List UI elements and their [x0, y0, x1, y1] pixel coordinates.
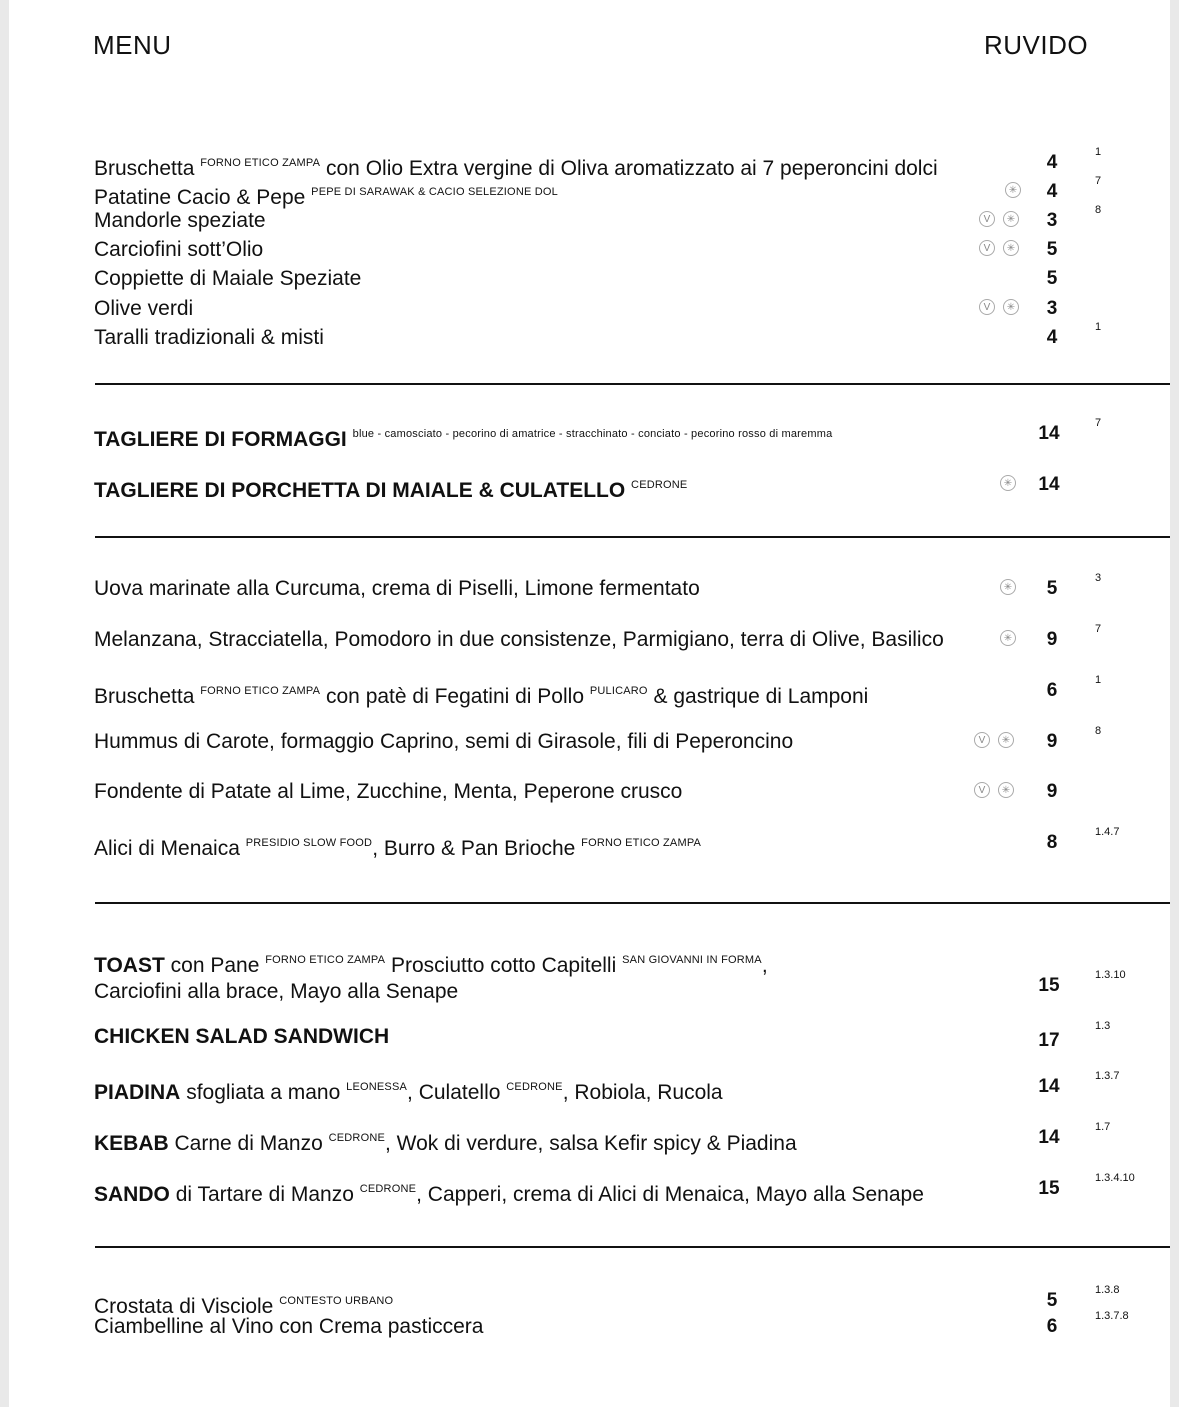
- section-divider: [95, 536, 1170, 538]
- item-price: 15: [1038, 1178, 1060, 1199]
- menu-item: [9, 1020, 1170, 1054]
- item-price: 4: [1046, 152, 1058, 173]
- item-name: Taralli tradizionali & misti: [94, 326, 324, 349]
- item-price: 5: [1046, 1290, 1058, 1311]
- vegan-icon: V: [974, 782, 990, 798]
- item-allergens: 1.3.4.10: [1095, 1172, 1135, 1184]
- item-supplier: FORNO ETICO ZAMPA: [200, 685, 321, 697]
- item-description: , Robiola, Rucola: [562, 1081, 723, 1104]
- menu-item: [9, 826, 1170, 860]
- restaurant-name: RUVIDO: [984, 30, 1089, 60]
- item-name: Bruschetta: [94, 685, 195, 708]
- item-price: 4: [1046, 327, 1058, 348]
- item-description: di Tartare di Manzo: [175, 1183, 354, 1206]
- menu-item: [9, 1070, 1170, 1104]
- item-description: , Capperi, crema di Alici di Menaica, Mayo alla Senape: [416, 1183, 924, 1206]
- item-name: Coppiette di Maiale Speziate: [94, 267, 362, 290]
- gluten-free-icon: ✳: [998, 732, 1014, 748]
- menu-item: [9, 204, 1170, 238]
- item-name: Bruschetta: [94, 157, 195, 180]
- item-description: Carne di Manzo: [174, 1132, 323, 1155]
- item-name: Alici di Menaica: [94, 837, 240, 860]
- item-price: 5: [1046, 578, 1058, 599]
- menu-item: [9, 674, 1170, 708]
- item-supplier: LEONESSA: [346, 1081, 408, 1093]
- item-allergens: 1.3.7.8: [1095, 1310, 1129, 1322]
- menu-item: [9, 175, 1170, 209]
- item-allergens: 3: [1095, 572, 1102, 584]
- item-description: , Burro & Pan Brioche: [372, 837, 576, 860]
- menu-item: [9, 472, 1170, 502]
- gluten-free-icon: ✳: [1000, 475, 1016, 491]
- section-divider: [95, 383, 1170, 385]
- item-allergens: 1.4.7: [1095, 826, 1120, 838]
- item-price: 14: [1038, 474, 1060, 495]
- item-supplier: FORNO ETICO ZAMPA: [265, 954, 386, 966]
- item-price: 14: [1038, 1127, 1060, 1148]
- item-name: TAGLIERE DI PORCHETTA DI MAIALE & CULATELLO: [94, 479, 626, 502]
- item-allergens: 1: [1095, 321, 1102, 333]
- gluten-free-icon: ✳: [1000, 579, 1016, 595]
- item-price: 5: [1046, 268, 1058, 289]
- menu-item: [9, 1121, 1170, 1155]
- item-description: ,: [761, 954, 768, 977]
- item-description: , Wok di verdure, salsa Kefir spicy & Piadina: [385, 1132, 797, 1155]
- item-allergens: 1.3.7: [1095, 1070, 1120, 1082]
- item-price: 3: [1046, 298, 1058, 319]
- item-name: SANDO: [94, 1183, 170, 1206]
- menu-item: [9, 237, 1170, 267]
- item-supplier: FORNO ETICO ZAMPA: [200, 157, 321, 169]
- item-price: 6: [1046, 680, 1058, 701]
- section-divider: [95, 902, 1170, 904]
- item-price: 9: [1046, 731, 1058, 752]
- item-name: TOAST: [94, 954, 165, 977]
- item-allergens: 1: [1095, 146, 1102, 158]
- gluten-free-icon: ✳: [1000, 630, 1016, 646]
- item-allergens: 7: [1095, 175, 1102, 187]
- item-description: & gastrique di Lamponi: [653, 685, 869, 708]
- item-supplier: PRESIDIO SLOW FOOD: [245, 837, 373, 849]
- item-supplier: CEDRONE: [359, 1183, 417, 1195]
- menu-item: [9, 321, 1170, 355]
- item-allergens: 1.7: [1095, 1121, 1111, 1133]
- gluten-free-icon: ✳: [1005, 182, 1021, 198]
- item-description: blue - camosciato - pecorino di amatrice - stracchinato - conciato - pecorino rosso di maremma: [352, 428, 833, 440]
- item-name: KEBAB: [94, 1132, 169, 1155]
- item-supplier: PEPE DI SARAWAK & CACIO SELEZIONE DOL: [311, 186, 558, 198]
- item-supplier: CONTESTO URBANO: [279, 1295, 394, 1307]
- item-allergens: 1: [1095, 674, 1102, 686]
- menu-item: [9, 947, 1170, 1003]
- item-supplier: PULICARO: [589, 685, 648, 697]
- item-name: Crostata di Visciole: [94, 1295, 274, 1318]
- item-name: Olive verdi: [94, 297, 194, 320]
- vegan-icon: V: [979, 299, 995, 315]
- item-description: con Olio Extra vergine di Oliva aromatizzato ai 7 peperoncini dolci: [326, 157, 938, 180]
- menu-item: [9, 296, 1170, 326]
- menu-item: [9, 623, 1170, 657]
- item-name: Hummus di Carote, formaggio Caprino, semi di Girasole, fili di Peperoncino: [94, 730, 794, 753]
- item-price: 14: [1038, 423, 1060, 444]
- item-name: CHICKEN SALAD SANDWICH: [94, 1025, 390, 1048]
- vegan-icon: V: [974, 732, 990, 748]
- item-name: Carciofini sott’Olio: [94, 238, 264, 261]
- item-price: 4: [1046, 181, 1058, 202]
- menu-item: [9, 725, 1170, 759]
- item-price: 8: [1046, 832, 1058, 853]
- gluten-free-icon: ✳: [1003, 211, 1019, 227]
- item-supplier: CEDRONE: [506, 1081, 563, 1093]
- item-description: con patè di Fegatini di Pollo: [326, 685, 584, 708]
- item-allergens: 7: [1095, 417, 1102, 429]
- menu-sheet: [9, 0, 1170, 1407]
- gluten-free-icon: ✳: [1003, 299, 1019, 315]
- item-description-line2: Carciofini alla brace, Mayo alla Senape: [94, 980, 459, 1003]
- menu-item: [9, 146, 1170, 180]
- item-price: 5: [1046, 239, 1058, 260]
- item-allergens: 8: [1095, 725, 1102, 737]
- item-supplier: SAN GIOVANNI IN FORMA: [622, 954, 762, 966]
- item-supplier: CEDRONE: [631, 479, 688, 491]
- item-description: Prosciutto cotto Capitelli: [391, 954, 617, 977]
- item-description: sfogliata a mano: [186, 1081, 341, 1104]
- item-price: 9: [1046, 629, 1058, 650]
- item-name: Mandorle speziate: [94, 209, 266, 232]
- menu-item: [9, 572, 1170, 606]
- item-price: 9: [1046, 781, 1058, 802]
- item-price: 14: [1038, 1076, 1060, 1097]
- item-allergens: 7: [1095, 623, 1102, 635]
- menu-item: [9, 1310, 1170, 1344]
- gluten-free-icon: ✳: [998, 782, 1014, 798]
- item-allergens: 1.3: [1095, 1020, 1111, 1032]
- menu-item: [9, 779, 1170, 809]
- item-price: 15: [1038, 975, 1060, 996]
- vegan-icon: V: [979, 211, 995, 227]
- item-description: , Culatello: [407, 1081, 501, 1104]
- item-allergens: 8: [1095, 204, 1102, 216]
- item-price: 6: [1046, 1316, 1058, 1337]
- item-name: Melanzana, Stracciatella, Pomodoro in due consistenze, Parmigiano, terra di Olive, Basilico: [94, 628, 944, 651]
- menu-item: [9, 266, 1170, 296]
- item-name: Ciambelline al Vino con Crema pasticcera: [94, 1315, 484, 1338]
- item-name: TAGLIERE DI FORMAGGI: [94, 428, 347, 451]
- menu-item: [9, 1172, 1170, 1206]
- item-price: 3: [1046, 210, 1058, 231]
- item-name: Fondente di Patate al Lime, Zucchine, Menta, Peperone crusco: [94, 780, 683, 803]
- menu-item: [9, 417, 1170, 451]
- gluten-free-icon: ✳: [1003, 240, 1019, 256]
- item-allergens: 1.3.8: [1095, 1284, 1120, 1296]
- vegan-icon: V: [979, 240, 995, 256]
- item-price: 17: [1038, 1030, 1060, 1051]
- item-allergens: 1.3.10: [1095, 969, 1126, 981]
- item-supplier: FORNO ETICO ZAMPA: [581, 837, 702, 849]
- item-name: PIADINA: [94, 1081, 181, 1104]
- item-supplier: CEDRONE: [328, 1132, 386, 1144]
- item-description: con Pane: [170, 954, 260, 977]
- item-name: Uova marinate alla Curcuma, crema di Piselli, Limone fermentato: [94, 577, 700, 600]
- section-divider: [95, 1246, 1170, 1248]
- item-name: Patatine Cacio & Pepe: [94, 186, 306, 209]
- menu-title: MENU: [93, 30, 172, 60]
